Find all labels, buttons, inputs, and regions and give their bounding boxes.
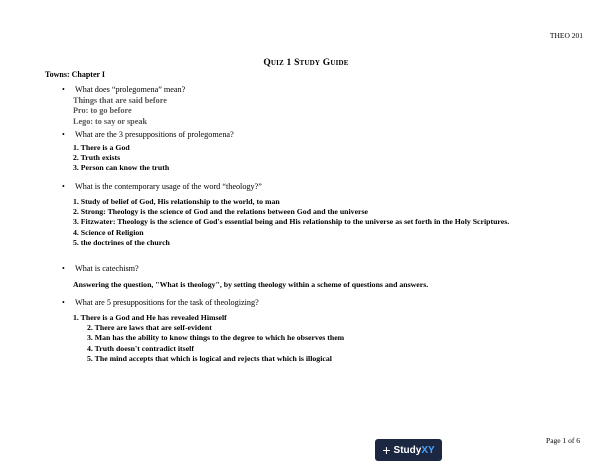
section-heading: Towns: Chapter I (45, 70, 106, 79)
question-5: • What are 5 presuppositions for the task of theologizing? (62, 298, 259, 307)
course-code: THEO 201 (549, 31, 583, 40)
question-4: • What is catechism? (62, 264, 139, 273)
bullet-icon: • (62, 182, 65, 191)
answer-1: Things that are said before Pro: to go before Lego: to say or speak (73, 96, 167, 126)
page-title: Quiz 1 Study Guide (263, 58, 349, 68)
bullet-icon: • (62, 298, 65, 307)
plus-icon: + (382, 442, 391, 458)
answer-5: 1. There is a God and He has revealed Himself 2. There are laws that are self-evident 3. Man has the ability to know things to the degree to which he observes them 4. Truth doesn't contradict itself 5. The mind accepts that which is logical and rejects that which is illogical (73, 313, 345, 363)
answer-3: 1. Study of belief of God, His relationship to the world, to man 2. Strong: Theology is the science of God and the relations between God and the universe 3. Fitzwater: Theology is the science of God's essential being and His relationship to the universe as set forth in the Holy Scriptures. 4. Science of Religion 5. the doctrines of the church (73, 197, 510, 247)
answer-4: Answering the question, "What is theology", by setting theology within a scheme of questions and answers. (73, 280, 429, 289)
bullet-icon: • (62, 130, 65, 139)
bullet-icon: • (62, 85, 65, 94)
studyxy-logo[interactable]: + Study XY (375, 439, 442, 461)
page-number: Page 1 of 6 (546, 436, 580, 445)
bullet-icon: • (62, 264, 65, 273)
answer-2: 1. There is a God 2. Truth exists 3. Person can know the truth (73, 143, 170, 173)
question-1: • What does “prolegomena” mean? (62, 85, 186, 94)
question-3: • What is the contemporary usage of the word “theology?” (62, 182, 262, 191)
question-2: • What are the 3 presuppositions of prolegomena? (62, 130, 234, 139)
